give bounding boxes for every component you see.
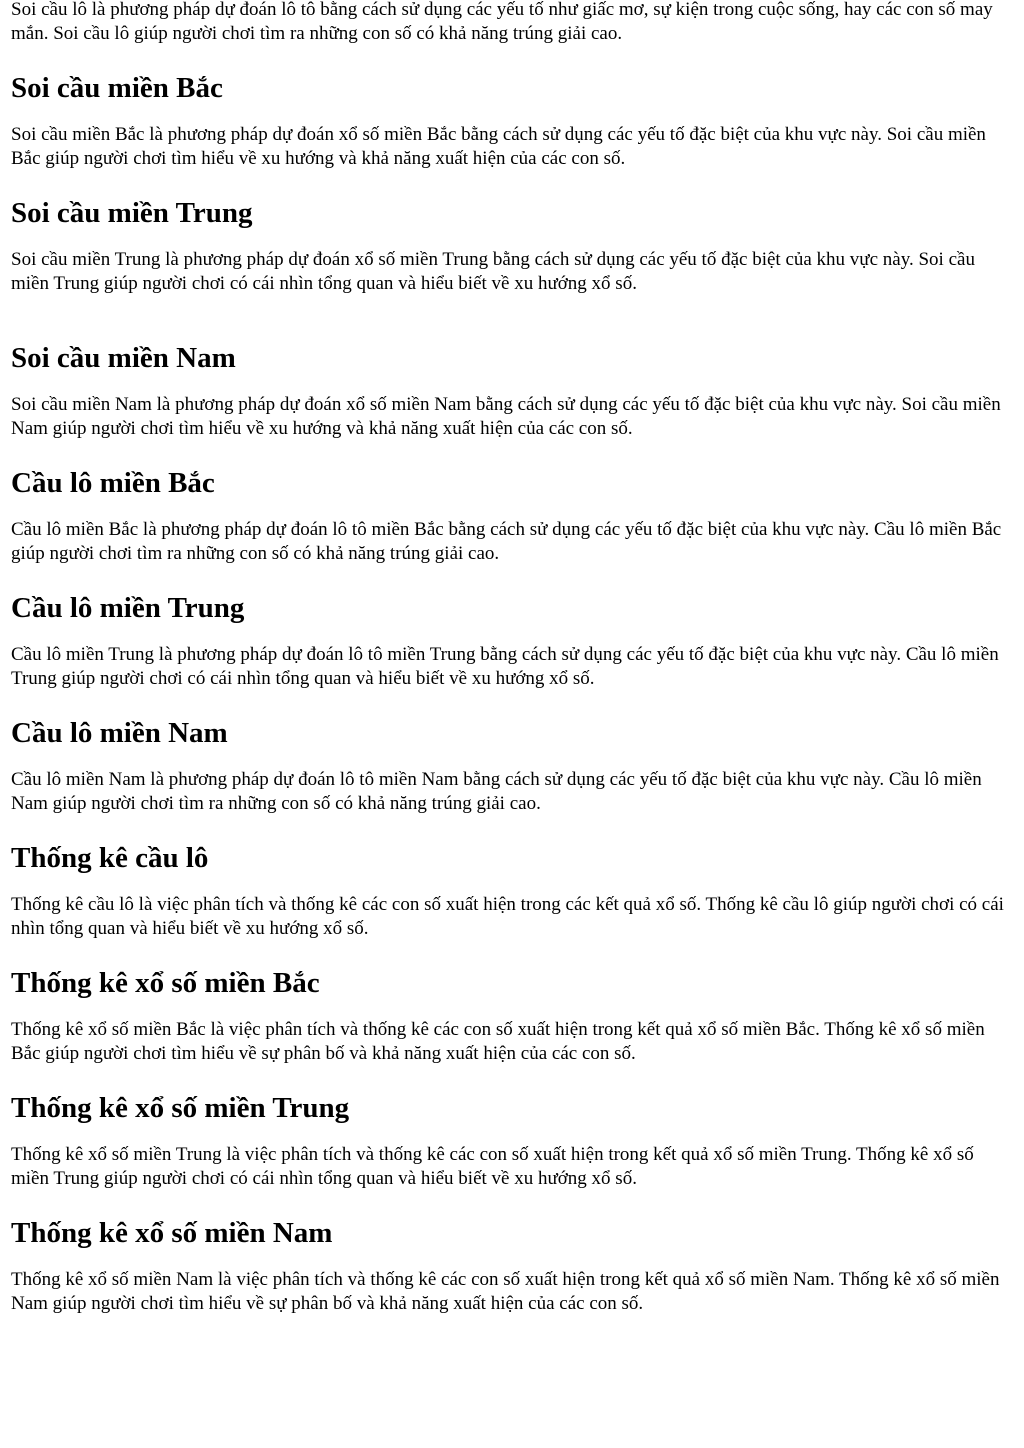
section-heading: Soi cầu miền Bắc (11, 72, 223, 104)
section-cau-lo-mien-bac (11, 466, 1014, 565)
section-paragraph: Cầu lô miền Trung là phương pháp dự đoán lô tô miền Trung bằng cách sử dụng các yếu tố đặc biệt của khu vực này. Cầu lô miền Trung giúp người chơi có cái nhìn tổng quan và hiểu biết về xu hướng xổ số. (11, 644, 999, 689)
section-paragraph: Cầu lô miền Nam là phương pháp dự đoán lô tô miền Nam bằng cách sử dụng các yếu tố đặc biệt của khu vực này. Cầu lô miền Nam giúp người chơi tìm ra những con số có khả năng trúng giải cao. (11, 769, 982, 814)
section-paragraph: Thống kê xổ số miền Trung là việc phân tích và thống kê các con số xuất hiện trong kết quả xổ số miền Trung. Thống kê xổ số miền Trung giúp người chơi có cái nhìn tổng quan và hiểu biết về xu hướng xổ số. (11, 1144, 974, 1189)
section-cau-lo-mien-nam (11, 716, 1014, 815)
section-thong-ke-xo-so-mien-bac (11, 966, 1014, 1065)
section-heading: Soi cầu miền Trung (11, 197, 253, 229)
section-heading: Thống kê xổ số miền Nam (11, 1217, 333, 1249)
section-paragraph: Thống kê cầu lô là việc phân tích và thống kê các con số xuất hiện trong các kết quả xổ số. Thống kê cầu lô giúp người chơi có cái nhìn tổng quan và hiểu biết về xu hướng xổ số. (11, 894, 1004, 939)
section-heading: Thống kê xổ số miền Trung (11, 1092, 350, 1124)
section-heading: Soi cầu miền Nam (11, 342, 236, 374)
intro-paragraph: Soi cầu lô là phương pháp dự đoán lô tô bằng cách sử dụng các yếu tố như giấc mơ, sự kiện trong cuộc sống, hay các con số may mắn. Soi cầu lô giúp người chơi tìm ra những con số có khả năng trúng giải cao. (11, 0, 993, 44)
section-thong-ke-cau-lo (11, 841, 1014, 940)
section-heading: Cầu lô miền Trung (11, 592, 245, 624)
section-paragraph: Soi cầu miền Trung là phương pháp dự đoán xổ số miền Trung bằng cách sử dụng các yếu tố đặc biệt của khu vực này. Soi cầu miền Trung giúp người chơi có cái nhìn tổng quan và hiểu biết về xu hướng xổ số. (11, 249, 975, 294)
section-thong-ke-xo-so-mien-trung (11, 1091, 1014, 1190)
section-cau-lo-mien-trung (11, 591, 1014, 690)
section-thong-ke-xo-so-mien-nam (11, 1216, 1014, 1315)
section-heading: Cầu lô miền Nam (11, 717, 228, 749)
section-heading: Cầu lô miền Bắc (11, 467, 215, 499)
section-paragraph: Thống kê xổ số miền Bắc là việc phân tích và thống kê các con số xuất hiện trong kết quả xổ số miền Bắc. Thống kê xổ số miền Bắc giúp người chơi tìm hiểu về sự phân bố và khả năng xuất hiện của các con số. (11, 1019, 985, 1064)
section-heading: Thống kê cầu lô (11, 842, 209, 874)
section-soi-cau-mien-bac (11, 71, 1014, 170)
section-paragraph: Soi cầu miền Bắc là phương pháp dự đoán xổ số miền Bắc bằng cách sử dụng các yếu tố đặc biệt của khu vực này. Soi cầu miền Bắc giúp người chơi tìm hiểu về xu hướng và khả năng xuất hiện của các con số. (11, 124, 986, 169)
article (11, 0, 1014, 1315)
section-paragraph: Cầu lô miền Bắc là phương pháp dự đoán lô tô miền Bắc bằng cách sử dụng các yếu tố đặc biệt của khu vực này. Cầu lô miền Bắc giúp người chơi tìm ra những con số có khả năng trúng giải cao. (11, 519, 1002, 564)
section-paragraph: Soi cầu miền Nam là phương pháp dự đoán xổ số miền Nam bằng cách sử dụng các yếu tố đặc biệt của khu vực này. Soi cầu miền Nam giúp người chơi tìm hiểu về xu hướng và khả năng xuất hiện của các con số. (11, 394, 1001, 439)
section-paragraph: Thống kê xổ số miền Nam là việc phân tích và thống kê các con số xuất hiện trong kết quả xổ số miền Nam. Thống kê xổ số miền Nam giúp người chơi tìm hiểu về sự phân bố và khả năng xuất hiện của các con số. (11, 1269, 1000, 1314)
section-soi-cau-mien-nam (11, 341, 1014, 440)
section-soi-cau-mien-trung (11, 196, 1014, 295)
section-heading: Thống kê xổ số miền Bắc (11, 967, 320, 999)
